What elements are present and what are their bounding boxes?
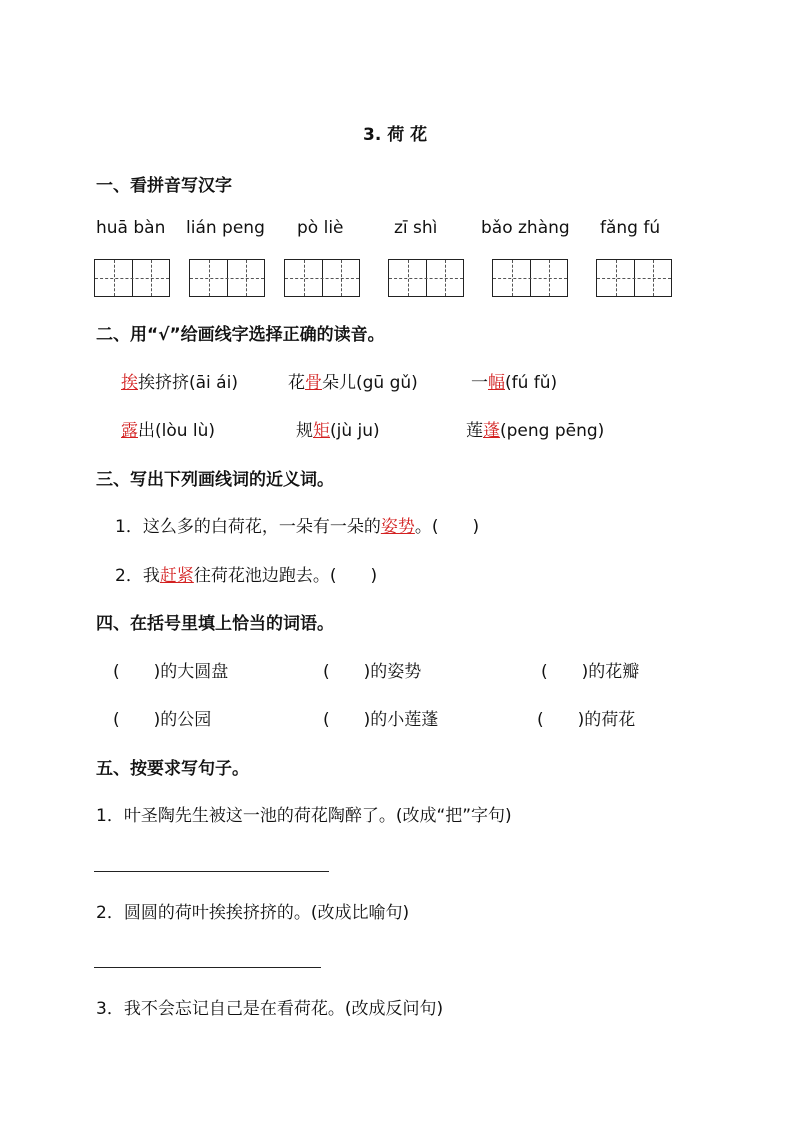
pinyin-2: lián peng	[186, 218, 265, 238]
writing-grid[interactable]	[492, 259, 568, 297]
writing-grid[interactable]	[596, 259, 672, 297]
pinyin-6: fǎng fú	[600, 218, 661, 238]
synonym-question-1[interactable]: 1．这么多的白荷花，一朵有一朵的姿势。( )	[115, 517, 480, 537]
rewrite-question-2: 2．圆圆的荷叶挨挨挤挤的。(改成比喻句)	[96, 903, 410, 923]
page-title: 3. 荷 花	[363, 125, 428, 145]
section-3-heading: 三、写出下列画线词的近义词。	[96, 470, 334, 490]
underlined-char: 矩	[313, 421, 330, 441]
fill-blank-2[interactable]: ( )的姿势	[323, 662, 422, 682]
underlined-char: 挨	[121, 373, 138, 393]
underlined-char: 幅	[488, 373, 505, 393]
fill-blank-3[interactable]: ( )的花瓣	[541, 662, 640, 682]
answer-line-1[interactable]	[94, 871, 329, 872]
writing-grid[interactable]	[388, 259, 464, 297]
pinyin-3: pò liè	[297, 218, 344, 238]
pinyin-4: zī shì	[394, 218, 438, 238]
fill-blank-5[interactable]: ( )的小莲蓬	[323, 710, 439, 730]
underlined-char: 骨	[305, 373, 322, 393]
underlined-word: 姿势	[380, 517, 415, 537]
section-2-heading: 二、用“√”给画线字选择正确的读音。	[96, 325, 385, 345]
fill-blank-6[interactable]: ( )的荷花	[537, 710, 636, 730]
section-4-heading: 四、在括号里填上恰当的词语。	[96, 614, 334, 634]
section-5-heading: 五、按要求写句子。	[96, 759, 249, 779]
writing-grid[interactable]	[284, 259, 360, 297]
synonym-question-2[interactable]: 2．我赶紧往荷花池边跑去。( )	[115, 566, 378, 586]
fill-blank-4[interactable]: ( )的公园	[113, 710, 212, 730]
rewrite-question-3: 3．我不会忘记自己是在看荷花。(改成反问句)	[96, 999, 444, 1019]
reading-item-2[interactable]: 花骨朵儿(gū gǔ)	[288, 373, 418, 393]
underlined-char: 蓬	[483, 421, 500, 441]
pinyin-1: huā bàn	[96, 218, 166, 238]
section-1-heading: 一、看拼音写汉字	[96, 176, 232, 196]
underlined-word: 赶紧	[159, 566, 194, 586]
reading-item-3[interactable]: 一幅(fú fǔ)	[471, 373, 558, 393]
writing-grid[interactable]	[189, 259, 265, 297]
reading-item-5[interactable]: 规矩(jù ju)	[296, 421, 380, 441]
answer-line-2[interactable]	[94, 967, 321, 968]
rewrite-question-1: 1．叶圣陶先生被这一池的荷花陶醉了。(改成“把”字句)	[96, 806, 512, 826]
writing-grid[interactable]	[94, 259, 170, 297]
reading-item-6[interactable]: 莲蓬(peng pēng)	[466, 421, 605, 441]
underlined-char: 露	[121, 421, 138, 441]
fill-blank-1[interactable]: ( )的大圆盘	[113, 662, 229, 682]
pinyin-5: bǎo zhàng	[481, 218, 570, 238]
reading-item-1[interactable]: 挨挨挤挤(āi ái)	[121, 373, 238, 393]
reading-item-4[interactable]: 露出(lòu lù)	[121, 421, 216, 441]
